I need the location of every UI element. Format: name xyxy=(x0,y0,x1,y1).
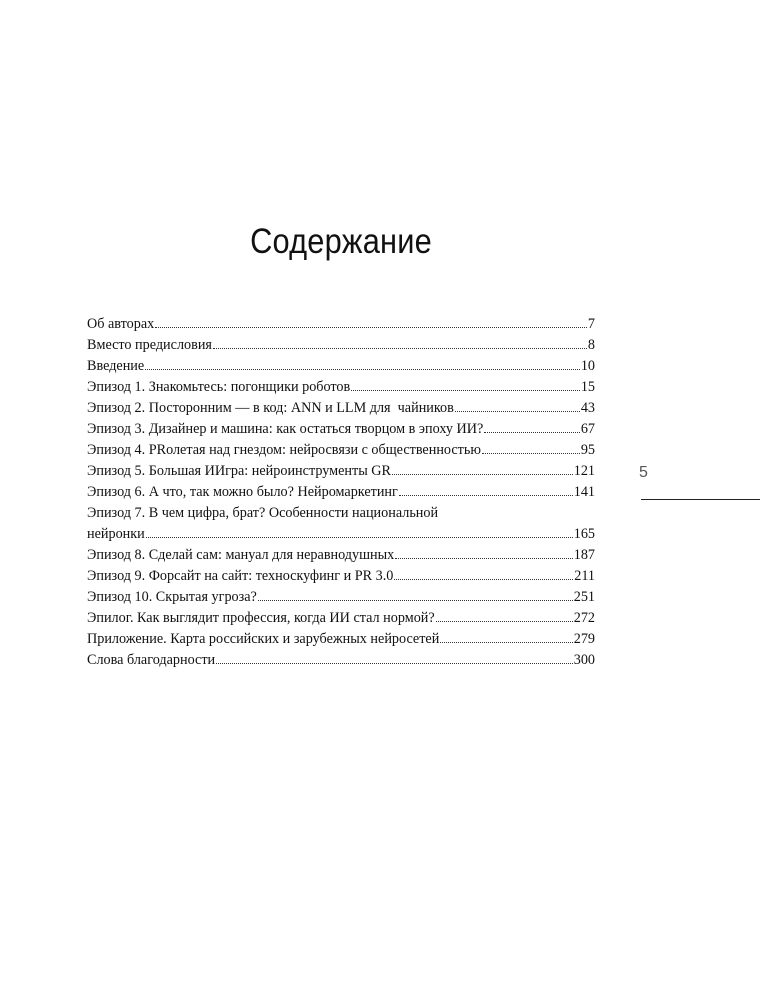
table-of-contents xyxy=(87,314,595,671)
toc-entry-page: 95 xyxy=(580,442,595,458)
dot-leader xyxy=(216,662,573,664)
toc-entry-title: Вместо предисловия xyxy=(87,337,212,353)
page-title: Содержание xyxy=(250,222,432,261)
toc-entry-title: Приложение. Карта российских и зарубежных нейросетей xyxy=(87,631,440,647)
toc-entry-title: Эпизод 3. Дизайнер и машина: как остаться творцом в эпоху ИИ? xyxy=(87,421,484,437)
toc-entry-epilogue[interactable] xyxy=(87,608,595,629)
dot-leader xyxy=(155,326,587,328)
dot-leader xyxy=(482,452,580,454)
toc-entry-title: Слова благодарности xyxy=(87,652,216,668)
toc-entry-title: Эпизод 8. Сделай сам: мануал для неравнодушных xyxy=(87,547,395,563)
toc-entry-page: 251 xyxy=(573,589,595,605)
toc-entry-episode-2[interactable] xyxy=(87,398,595,419)
dot-leader xyxy=(395,557,572,559)
dot-leader xyxy=(436,620,573,622)
toc-entry-page: 279 xyxy=(573,631,595,647)
toc-entry-title-line-2: нейронки xyxy=(87,526,145,542)
dot-leader xyxy=(145,368,580,370)
dot-leader xyxy=(394,578,573,580)
toc-entry-episode-8[interactable] xyxy=(87,545,595,566)
toc-entry-title: Эпизод 4. PRолетая над гнездом: нейросвязи с общественностью xyxy=(87,442,481,458)
dot-leader xyxy=(455,410,580,412)
toc-entry-title: Об авторах xyxy=(87,316,155,332)
toc-entry-episode-1[interactable] xyxy=(87,377,595,398)
toc-entry-introduction[interactable] xyxy=(87,356,595,377)
toc-entry-page: 141 xyxy=(573,484,595,500)
toc-entry-page: 187 xyxy=(573,547,595,563)
dot-leader xyxy=(484,431,580,433)
folio-rule-divider xyxy=(641,499,760,500)
toc-entry-page: 10 xyxy=(580,358,595,374)
dot-leader xyxy=(351,389,580,391)
dot-leader xyxy=(440,641,572,643)
toc-entry-page: 300 xyxy=(573,652,595,668)
toc-entry-episode-3[interactable] xyxy=(87,419,595,440)
dot-leader xyxy=(146,536,573,538)
toc-entry-title: Эпизод 2. Посторонним — в код: ANN и LLM для чайников xyxy=(87,400,454,416)
toc-entry-title-line-1: Эпизод 7. В чем цифра, брат? Особенности национальной xyxy=(87,505,439,521)
dot-leader xyxy=(258,599,573,601)
toc-entry-page: 121 xyxy=(573,463,595,479)
toc-entry-page: 7 xyxy=(587,316,595,332)
toc-entry-title: Эпизод 10. Скрытая угроза? xyxy=(87,589,257,605)
toc-entry-episode-6[interactable] xyxy=(87,482,595,503)
toc-entry-page: 272 xyxy=(573,610,595,626)
toc-entry-episode-10[interactable] xyxy=(87,587,595,608)
dot-leader xyxy=(213,347,587,349)
dot-leader xyxy=(392,473,573,475)
toc-entry-episode-9[interactable] xyxy=(87,566,595,587)
page-folio: 5 xyxy=(639,464,648,481)
toc-entry-page: 67 xyxy=(580,421,595,437)
toc-entry-title: Эпизод 9. Форсайт на сайт: техноскуфинг и PR 3.0 xyxy=(87,568,394,584)
toc-entry-page: 15 xyxy=(580,379,595,395)
toc-entry-title: Введение xyxy=(87,358,145,374)
toc-entry-page: 8 xyxy=(587,337,595,353)
toc-entry-page: 43 xyxy=(580,400,595,416)
toc-entry-episode-5[interactable] xyxy=(87,461,595,482)
toc-entry-episode-4[interactable] xyxy=(87,440,595,461)
toc-entry-foreword[interactable] xyxy=(87,335,595,356)
toc-entry-episode-7[interactable] xyxy=(87,503,595,545)
toc-entry-page: 165 xyxy=(573,526,595,542)
toc-entry-acknowledgements[interactable] xyxy=(87,650,595,671)
toc-entry-page: 211 xyxy=(574,568,595,584)
toc-entry-about-authors[interactable] xyxy=(87,314,595,335)
toc-entry-appendix[interactable] xyxy=(87,629,595,650)
toc-entry-title: Эпизод 5. Большая ИИгра: нейроинструменты GR xyxy=(87,463,391,479)
dot-leader xyxy=(399,494,573,496)
toc-entry-title: Эпилог. Как выглядит профессия, когда ИИ стал нормой? xyxy=(87,610,435,626)
toc-entry-title: Эпизод 6. А что, так можно было? Нейромаркетинг xyxy=(87,484,398,500)
toc-entry-title: Эпизод 1. Знакомьтесь: погонщики роботов xyxy=(87,379,351,395)
